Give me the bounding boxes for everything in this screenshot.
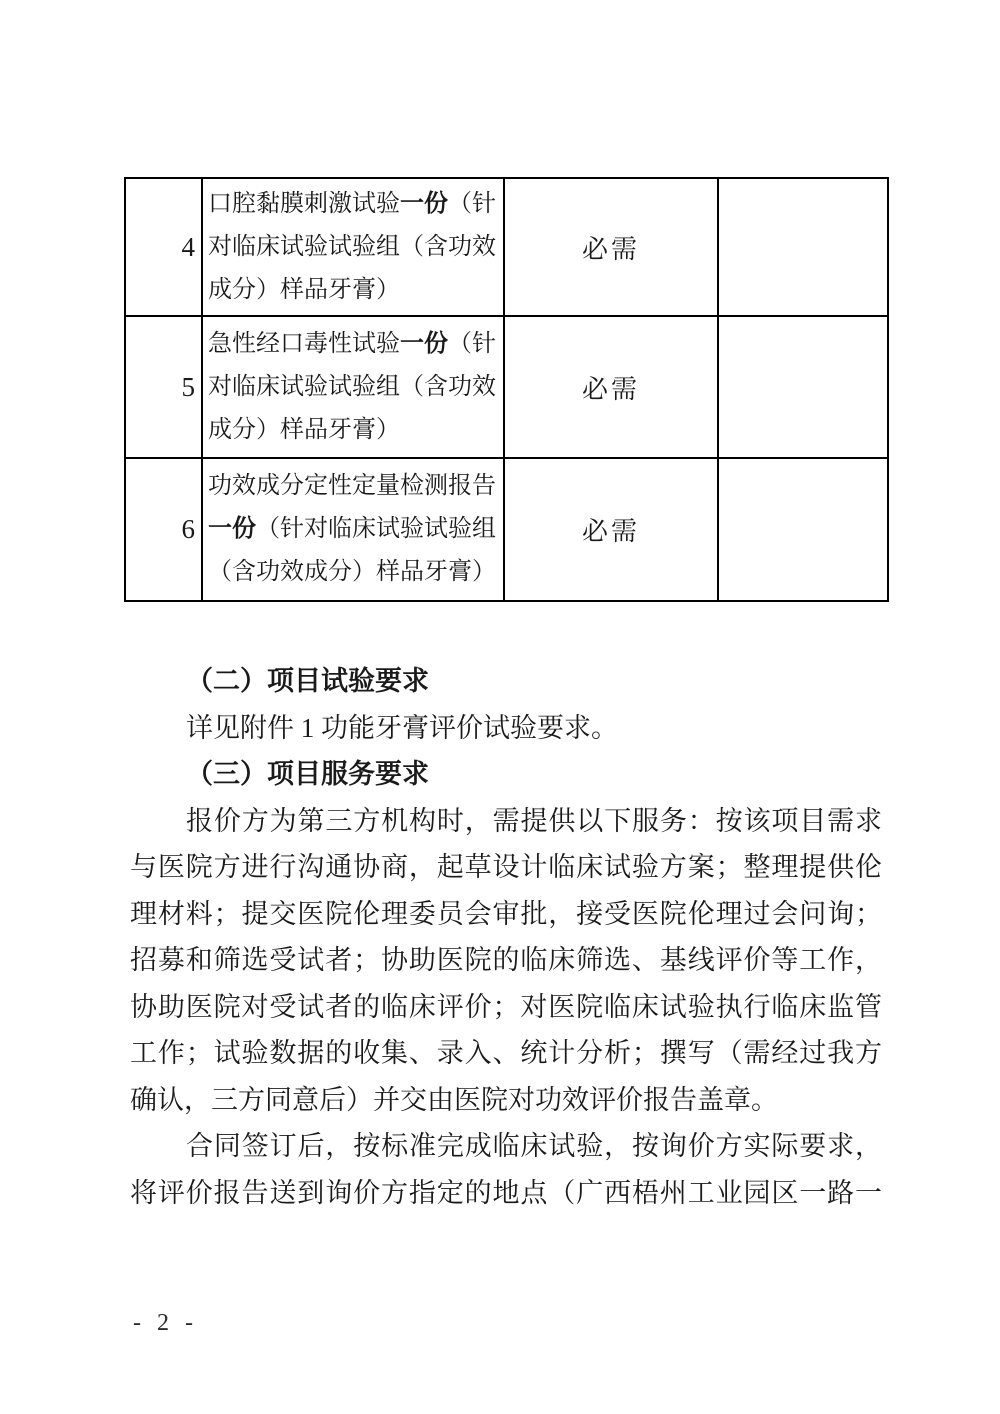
test-item-text: 口腔黏膜刺激试验一份（针对临床试验试验组（含功效成分）样品牙膏） (208, 190, 496, 303)
remark-cell (719, 179, 887, 317)
service-paragraph-line: 招募和筛选受试者；协助医院的临床筛选、基线评价等工作， (130, 945, 882, 975)
row-number: 5 (181, 371, 195, 402)
appendix-reference-line: 详见附件 1 功能牙膏评价试验要求。 (186, 712, 618, 743)
remark-cell (719, 459, 887, 600)
row-number: 4 (181, 231, 195, 262)
service-paragraph-line: 工作；试验数据的收集、录入、统计分析；撰写（需经过我方 (130, 1038, 882, 1068)
service-paragraph-line: 理材料；提交医院伦理委员会审批，接受医院伦理过会问询； (130, 898, 882, 929)
row-number-cell (126, 179, 203, 317)
required-cell: 必需 (505, 179, 719, 317)
row-number-cell (126, 459, 203, 600)
service-paragraph-line: 与医院方进行沟通协商，起草设计临床试验方案；整理提供伦 (130, 852, 882, 882)
section-heading-project-service-requirements: （三）项目服务要求 (186, 759, 429, 789)
row-number: 6 (181, 514, 195, 544)
test-item-cell (203, 459, 505, 600)
service-paragraph-line: 确认，三方同意后）并交由医院对功效评价报告盖章。 (130, 1084, 778, 1115)
required-cell: 必需 (505, 317, 719, 459)
remark-cell (719, 317, 887, 459)
contract-paragraph-line: 合同签订后，按标准完成临床试验，按询价方实际要求， (186, 1131, 882, 1161)
service-paragraph-line: 报价方为第三方机构时，需提供以下服务：按该项目需求 (186, 805, 882, 836)
test-item-text: 急性经口毒性试验一份（针对临床试验试验组（含功效成分）样品牙膏） (208, 330, 496, 443)
required-cell: 必需 (505, 459, 719, 600)
test-item-cell (203, 179, 505, 317)
requirements-table (124, 177, 889, 602)
page-number: - 2 - (133, 1310, 198, 1336)
service-paragraph-line: 协助医院对受试者的临床评价；对医院临床试验执行临床监管 (130, 991, 882, 1022)
test-item-text: 功效成分定性定量检测报告一份（针对临床试验试验组（含功效成分）样品牙膏） (208, 473, 496, 585)
test-item-cell (203, 317, 505, 459)
section-heading-project-test-requirements: （二）项目试验要求 (186, 666, 429, 696)
body-text (130, 658, 882, 1216)
row-number-cell (126, 317, 203, 459)
contract-paragraph-line: 将评价报告送到询价方指定的地点（广西梧州工业园区一路一 (130, 1177, 882, 1208)
